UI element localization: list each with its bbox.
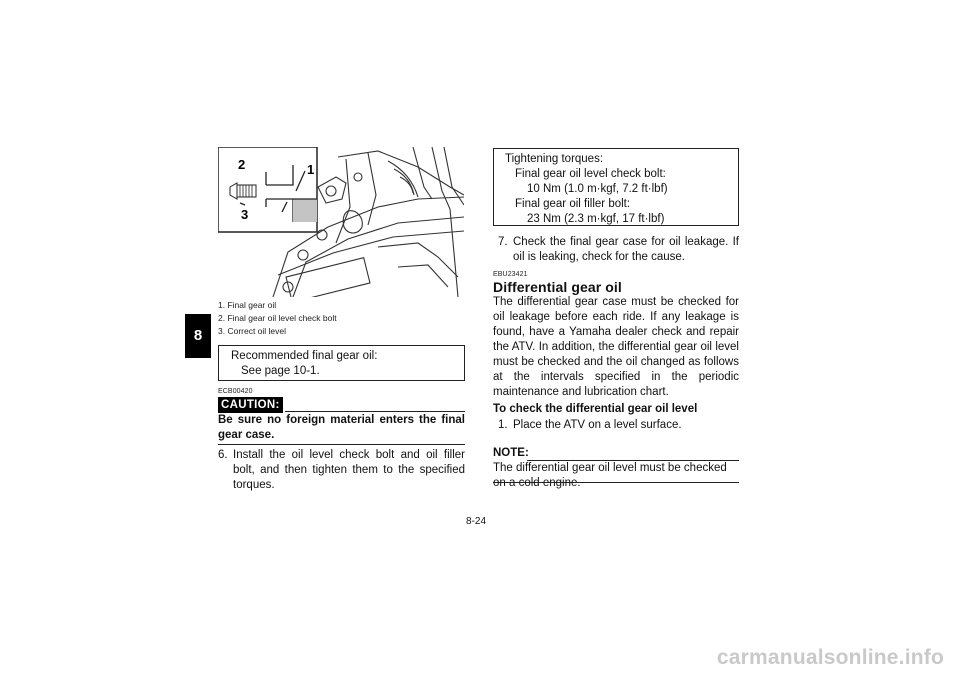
tightening-torques-box xyxy=(493,148,739,226)
section-code: EBU23421 xyxy=(493,271,528,278)
torque-item-label: Final gear oil filler bolt: xyxy=(515,198,631,210)
caution-text: Be sure no foreign material enters the final gear case. xyxy=(218,414,465,441)
step-6 xyxy=(218,448,465,493)
step-number: 7. xyxy=(498,236,508,248)
torque-item-value: 23 Nm (2.3 m·kgf, 17 ft·lbf) xyxy=(527,213,665,225)
caution-rule xyxy=(285,411,465,412)
torque-item-value: 10 Nm (1.0 m·kgf, 7.2 ft·lbf) xyxy=(527,183,668,195)
note-text: The differential gear oil level must be checked on a cold engine. xyxy=(493,462,727,489)
step-1 xyxy=(498,418,739,433)
watermark: carmanualsonline.info xyxy=(716,646,944,669)
note-label: NOTE: xyxy=(493,447,529,459)
caption-item: 2. Final gear oil level check bolt xyxy=(218,313,337,323)
chapter-tab: 8 xyxy=(185,314,211,358)
procedure-subheading: To check the differential gear oil level xyxy=(493,403,698,415)
callout-3: 3 xyxy=(241,207,249,222)
page-number: 8-24 xyxy=(466,516,487,527)
torque-item-label: Final gear oil level check bolt: xyxy=(515,168,666,180)
recommended-oil-box xyxy=(218,345,465,381)
recommended-value: See page 10-1. xyxy=(241,365,320,377)
recommended-title: Recommended final gear oil: xyxy=(231,350,378,362)
step-number: 1. xyxy=(498,419,508,431)
callout-2: 2 xyxy=(238,157,246,172)
step-text: Check the final gear case for oil leakage. If oil is leaking, check for the cause. xyxy=(513,236,739,263)
step-text: Install the oil level check bolt and oil filler bolt, and then tighten them to the specified torques. xyxy=(233,449,465,491)
note-end-rule xyxy=(493,482,739,483)
gear-oil-illustration xyxy=(218,147,464,297)
step-text: Place the ATV on a level surface. xyxy=(513,419,682,431)
caption-item: 3. Correct oil level xyxy=(218,326,287,336)
step-number: 6. xyxy=(218,449,228,461)
callout-1: 1 xyxy=(307,162,315,177)
caution-end-rule xyxy=(218,444,465,445)
figure-captions xyxy=(218,299,337,338)
section-heading: Differential gear oil xyxy=(493,279,622,295)
caution-code: ECB00420 xyxy=(218,388,253,395)
torques-title: Tightening torques: xyxy=(505,153,604,165)
step-7 xyxy=(498,235,739,265)
section-paragraph: The differential gear case must be checked for oil leakage before each ride. If any leakage is found, have a Yamaha dealer check and repair the ATV. In addition, the differential gear oil level must be checked and the oil changed as follows at the intervals specified in the periodic maintenance and lubrication chart. xyxy=(493,296,739,398)
caption-item: 1. Final gear oil xyxy=(218,300,277,310)
caution-label: CAUTION: xyxy=(218,397,283,413)
